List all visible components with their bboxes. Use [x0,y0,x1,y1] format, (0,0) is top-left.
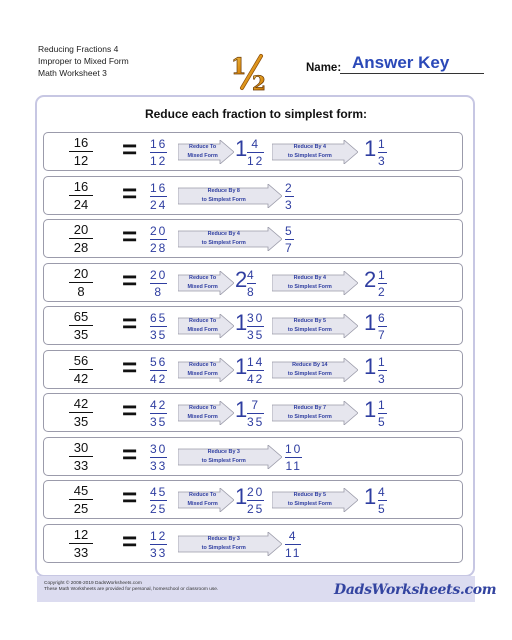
denominator: 25 [73,501,89,516]
equals-sign: = [122,221,138,251]
equals-sign: = [122,177,138,208]
answer-fraction [150,181,167,212]
problem-fraction [69,309,93,342]
equals-sign: = [122,525,138,556]
numerator: 20 [73,265,89,281]
numerator: 45 [73,483,89,498]
mixed-fraction [247,268,256,299]
mixed-fraction [247,398,264,429]
denominator: 8 [247,284,256,299]
problem-row [43,524,463,563]
final-fraction [285,181,294,212]
problem-row [43,263,463,302]
mixed-fraction [247,311,264,342]
name-label: Name: [306,62,342,74]
problem-row [43,306,463,345]
problem-fraction [69,483,93,516]
problem-row [43,350,463,389]
denominator: 11 [285,458,302,473]
simplest-form-arrow: Reduce By 7 to Simplest Form [272,401,358,425]
numerator: 16 [73,178,89,194]
numerator: 4 [247,267,256,282]
equals-sign: = [122,351,138,382]
copyright-line: Copyright © 2008-2019 DadsWorksheets.com [44,581,142,586]
denominator: 12 [247,154,265,168]
denominator: 8 [154,284,164,299]
copyright [44,581,218,593]
mixed-whole: 1 [235,310,248,335]
answer-fraction [150,224,167,255]
worksheet-title: Reducing Fractions 4 [38,44,119,54]
numerator: 30 [73,439,89,455]
denominator: 35 [247,328,265,342]
mixed-form-arrow: Reduce To Mixed Form [178,314,234,338]
denominator: 7 [285,241,294,255]
final-fraction [285,442,302,473]
denominator: 33 [150,458,168,473]
name-line [340,73,484,74]
simplest-form-arrow: Reduce By 5 to Simplest Form [272,314,358,338]
svg-text:1: 1 [231,54,247,80]
instructions: Reduce each fraction to simplest form: [144,107,368,121]
numerator: 65 [73,309,89,324]
worksheet-number: Math Worksheet 3 [38,68,107,78]
final-fraction [285,224,294,255]
final-whole: 2 [364,266,377,292]
numerator: 20 [247,485,265,499]
mixed-form-arrow: Reduce To Mixed Form [178,358,234,382]
final-whole: 1 [364,484,377,509]
numerator: 2 [285,180,294,195]
numerator: 1 [378,137,387,151]
numerator: 10 [285,441,303,456]
answer-fraction [150,311,167,342]
final-whole: 1 [364,397,377,422]
final-fraction [378,398,387,429]
numerator: 12 [73,526,89,542]
numerator: 4 [288,528,298,543]
denominator: 2 [378,284,387,299]
denominator: 25 [150,502,168,516]
mixed-fraction [247,355,264,386]
denominator: 24 [150,197,168,212]
denominator: 42 [247,371,265,386]
numerator: 20 [73,222,89,237]
numerator: 56 [73,352,89,368]
numerator: 5 [285,224,294,238]
denominator: 33 [73,544,89,560]
mixed-fraction [247,137,264,168]
final-fraction [378,311,387,342]
numerator: 42 [150,398,168,412]
problem-fraction [69,222,93,255]
final-whole: 1 [364,136,377,161]
simplest-form-arrow: Reduce By 3 to Simplest Form [178,445,282,469]
final-fraction [285,529,301,560]
worksheet-subtitle: Improper to Mixed Form [38,56,129,66]
mixed-whole: 1 [235,484,248,509]
numerator: 12 [150,528,168,543]
denominator: 8 [77,283,85,299]
denominator: 35 [150,415,168,429]
mixed-fraction [247,485,264,516]
problem-row [43,176,463,215]
denominator: 5 [378,502,387,516]
answer-fraction [150,485,167,516]
final-whole: 1 [364,353,377,379]
worksheet-header [38,43,129,79]
simplest-form-arrow: Reduce By 3 to Simplest Form [178,532,282,556]
denominator: 35 [73,327,89,342]
simplest-form-arrow: Reduce By 14 to Simplest Form [272,358,358,382]
answer-key-label: Answer Key [352,53,450,72]
denominator: 3 [378,154,387,168]
numerator: 1 [378,354,387,369]
numerator: 4 [378,485,387,499]
denominator: 24 [73,196,89,212]
equals-sign: = [122,264,138,295]
numerator: 65 [150,311,168,325]
simplest-form-arrow: Reduce By 5 to Simplest Form [272,488,358,512]
answer-fraction [150,268,167,299]
final-fraction [378,485,387,516]
equals-sign: = [122,438,138,469]
numerator: 16 [73,135,89,150]
denominator: 35 [247,415,265,429]
denominator: 33 [150,545,168,560]
numerator: 30 [247,311,265,325]
final-fraction [378,355,387,386]
numerator: 56 [150,354,168,369]
denominator: 7 [378,328,387,342]
mixed-whole: 1 [235,136,248,161]
numerator: 30 [150,441,168,456]
equals-sign: = [122,482,138,512]
mixed-form-arrow: Reduce To Mixed Form [178,401,234,425]
problem-row [43,437,463,476]
equals-sign: = [122,308,138,338]
denominator: 11 [285,545,302,560]
equals-sign: = [122,395,138,425]
problem-row [43,393,463,432]
answer-fraction [150,529,167,560]
problem-fraction [69,353,93,386]
problem-fraction [69,527,93,560]
denominator: 35 [73,414,89,429]
numerator: 4 [251,137,261,151]
numerator: 16 [150,180,168,195]
problem-row [43,480,463,519]
equals-sign: = [122,134,138,164]
problem-fraction [69,135,93,168]
numerator: 6 [378,311,387,325]
denominator: 25 [247,502,265,516]
denominator: 3 [378,371,387,386]
problem-fraction [69,396,93,429]
final-fraction [378,137,387,168]
answer-fraction [150,137,167,168]
denominator: 42 [150,371,168,386]
mixed-whole: 2 [235,266,248,292]
mixed-form-arrow: Reduce To Mixed Form [178,271,234,295]
denominator: 28 [73,240,89,255]
usage-note: These Math Worksheets are provided for personal, homeschool or classroom use. [44,587,219,592]
denominator: 3 [285,197,294,212]
denominator: 42 [73,370,89,386]
answer-fraction [150,398,167,429]
mixed-form-arrow: Reduce To Mixed Form [178,488,234,512]
mixed-form-arrow: Reduce To Mixed Form [178,140,234,164]
answer-fraction [150,355,167,386]
numerator: 14 [247,354,265,369]
problem-row [43,219,463,258]
one-half-logo-icon [228,52,272,92]
brand-logo: DadsWorksheets.com [334,582,497,598]
denominator: 12 [73,153,89,168]
problem-fraction [69,179,93,212]
mixed-whole: 1 [235,353,248,379]
mixed-whole: 1 [235,397,248,422]
svg-text:2: 2 [252,71,266,92]
problem-row [43,132,463,171]
final-fraction [378,268,387,299]
denominator: 35 [150,328,168,342]
numerator: 20 [150,224,168,238]
simplest-form-arrow: Reduce By 4 to Simplest Form [178,227,282,251]
numerator: 1 [378,267,387,282]
simplest-form-arrow: Reduce By 8 to Simplest Form [178,184,282,208]
numerator: 20 [150,267,168,282]
simplest-form-arrow: Reduce By 4 to Simplest Form [272,140,358,164]
final-whole: 1 [364,310,377,335]
denominator: 33 [73,457,89,473]
answer-fraction [150,442,167,473]
denominator: 28 [150,241,168,255]
numerator: 45 [150,485,168,499]
problem-fraction [69,440,93,473]
numerator: 16 [150,137,168,151]
numerator: 42 [73,396,89,411]
numerator: 1 [378,398,387,412]
denominator: 12 [150,154,168,168]
simplest-form-arrow: Reduce By 4 to Simplest Form [272,271,358,295]
denominator: 5 [378,415,387,429]
problem-fraction [69,266,93,299]
numerator: 7 [251,398,261,412]
